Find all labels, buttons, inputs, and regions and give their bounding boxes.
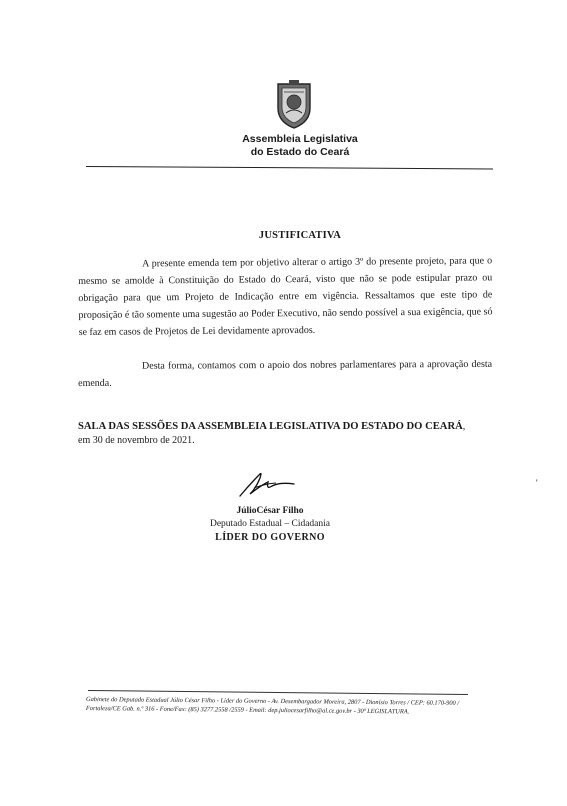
- closing-session-hall: SALA DAS SESSÕES DA ASSEMBLEIA LEGISLATIVA DO ESTADO DO CEARÁ: [78, 421, 463, 432]
- handwritten-signature: [236, 468, 298, 500]
- signature-block: [170, 505, 370, 544]
- footer-line-2: Fortaleza/CE Gab. n.º 316 - Fone/Fax: (85) 3277.2558 /2559 - Email: dep.juliocesarfilho@al.ce.gov.br - 30ª LEGISLATURA.: [85, 704, 410, 715]
- state-coat-of-arms-icon: [272, 80, 316, 130]
- document-title: JUSTIFICATIVA: [258, 230, 342, 241]
- footer-address: [86, 696, 506, 717]
- justification-paragraph-2: Desta forma, contamos com o apoio dos nobres parlamentares para a aprovação desta emenda.: [78, 358, 493, 389]
- signer-position: Deputado Estadual – Cidadania: [209, 519, 331, 529]
- signer-name: JúlioCésar Filho: [236, 506, 304, 516]
- footer-divider: [88, 690, 468, 695]
- header-divider: [86, 166, 493, 169]
- closing-date: , em 30 de novembro de 2021.: [78, 421, 466, 446]
- assembly-name-line2: do Estado do Ceará: [250, 145, 350, 158]
- justification-paragraph-1: A presente emenda tem por objetivo alterar o artigo 3º do presente projeto, para que o mesmo se amolde à Constituição do Estado do Ceará, visto que não se pode estipular prazo ou obrigação para que um Projeto de Indicação entre em vigência. Ressaltamos que este tipo de proposição é tão somente uma sugestão ao Poder Executivo, não sendo possível a sua exigência, que só se faz em casos de Projetos de Lei devidamente aprovados.: [78, 255, 493, 338]
- stray-mark: ': [536, 478, 538, 488]
- assembly-name: [200, 133, 400, 158]
- signer-role: LÍDER DO GOVERNO: [215, 532, 325, 543]
- closing-statement: [78, 420, 478, 448]
- assembly-name-line1: Assembleia Legislativa: [242, 133, 358, 145]
- footer-line-1: Gabinete do Deputado Estadual Júlio César Filho - Líder do Governo - Av. Desembargador Moreira, 2807 - Dionísio Torres / CEP: 60.170-900 /: [85, 696, 460, 707]
